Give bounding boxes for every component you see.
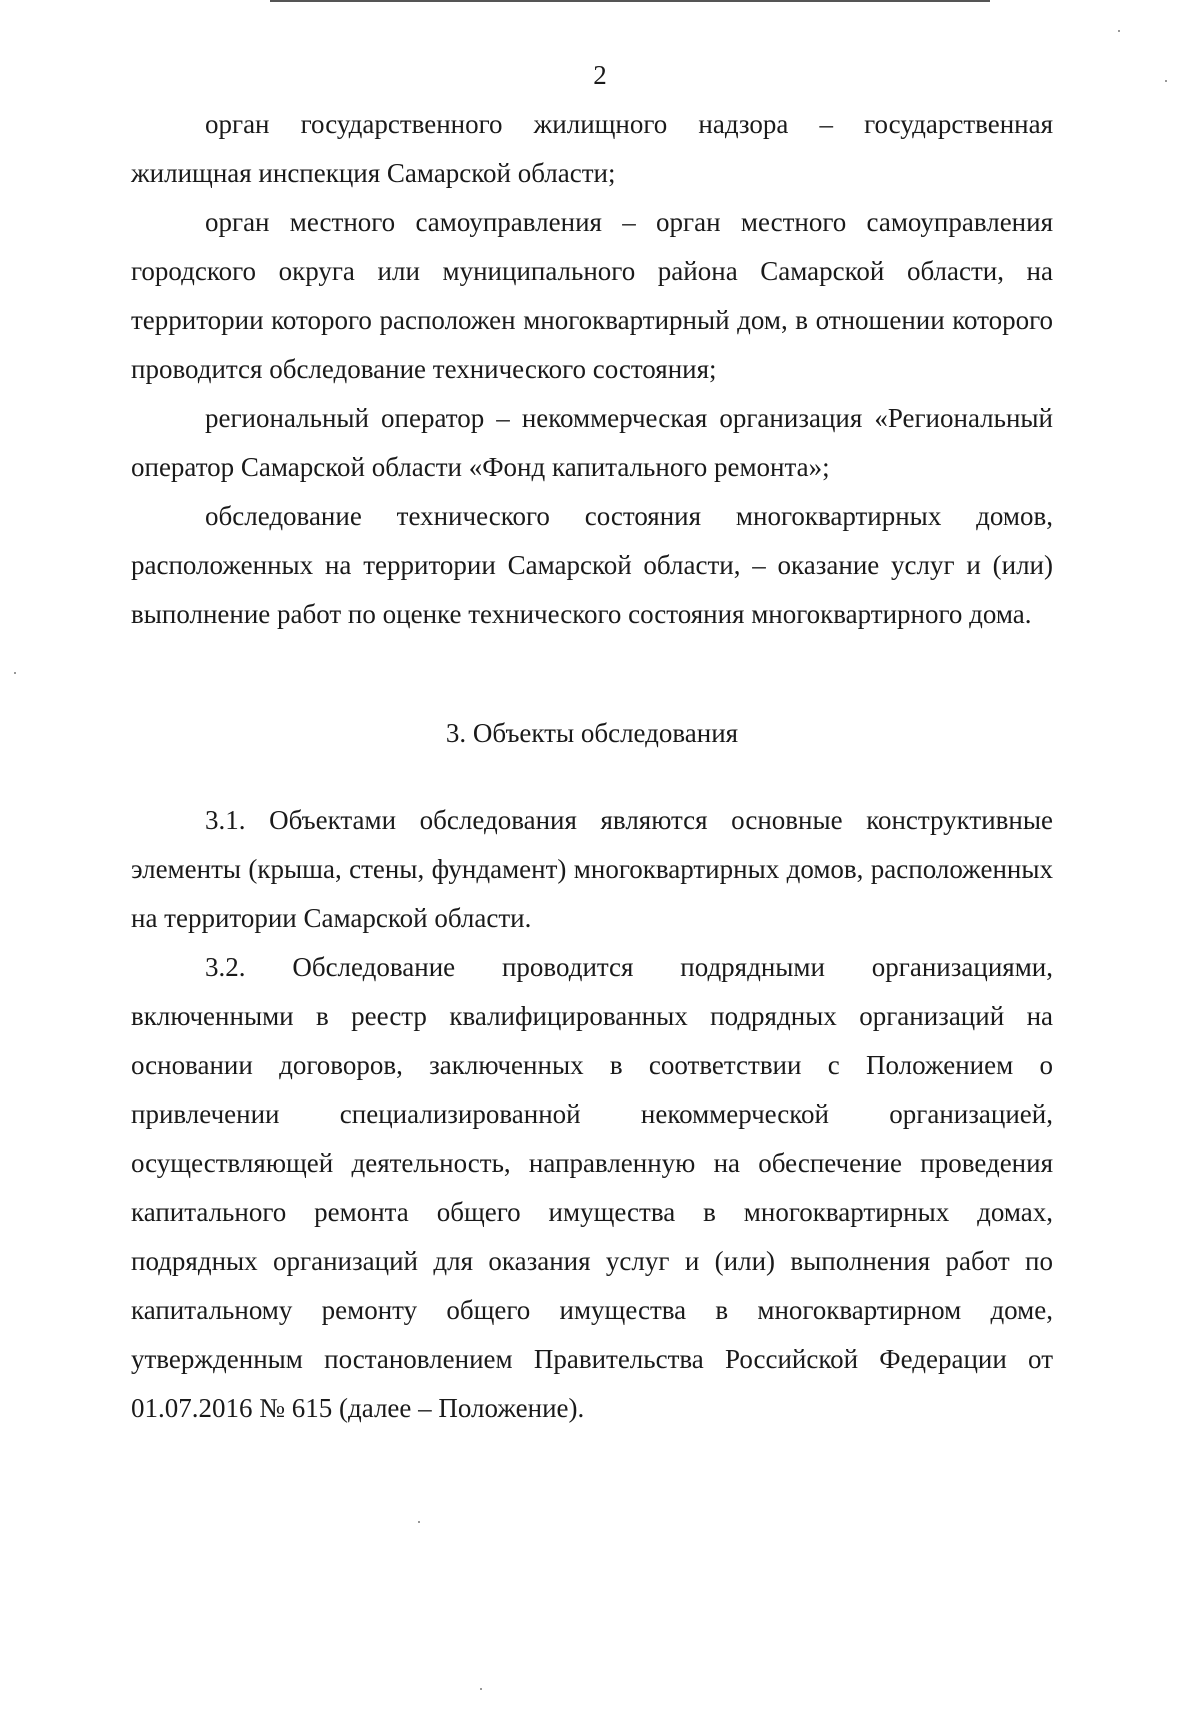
scan-edge-line [270, 0, 990, 2]
section-item: 3.1. Объектами обследования являются основные конструктивные элементы (крыша, стены, фундамент) многоквартирных домов, расположенных на территории Самарской области. [131, 805, 1053, 933]
section-heading: 3. Объекты обследования [445, 718, 739, 748]
definition-paragraph: орган государственного жилищного надзора – государственная жилищная инспекция Самарской области; [131, 109, 1053, 188]
scan-speck [1165, 80, 1167, 82]
definition-paragraph: обследование технического состояния многоквартирных домов, расположенных на территории Самарской области, – оказание услуг и (или) выполнение работ по оценке технического состояния многоквартирного дома. [131, 501, 1053, 629]
scan-speck [1118, 30, 1120, 32]
document-body [131, 100, 1053, 1433]
scan-speck [14, 672, 16, 674]
definition-paragraph: орган местного самоуправления – орган местного самоуправления городского округа или муниципального района Самарской области, на территории которого расположен многоквартирный дом, в отношении которого проводится обследование технического состояния; [131, 207, 1053, 384]
scan-speck [480, 1688, 482, 1690]
scan-speck [418, 1521, 420, 1523]
page-number: 2 [593, 60, 607, 90]
section-item: 3.2. Обследование проводится подрядными организациями, включенными в реестр квалифицированных подрядных организаций на основании договоров, заключенных в соответствии с Положением о привлечении специализированной некоммерческой организацией, осуществляющей деятельность, направленную на обеспечение проведения капитального ремонта общего имущества в многоквартирных домах, подрядных организаций для оказания услуг и (или) выполнения работ по капитальному ремонту общего имущества в многоквартирном доме, утвержденным постановлением Правительства Российской Федерации от 01.07.2016 № 615 (далее – Положение). [131, 952, 1053, 1423]
definition-paragraph: региональный оператор – некоммерческая организация «Региональный оператор Самарской области «Фонд капитального ремонта»; [131, 403, 1053, 482]
